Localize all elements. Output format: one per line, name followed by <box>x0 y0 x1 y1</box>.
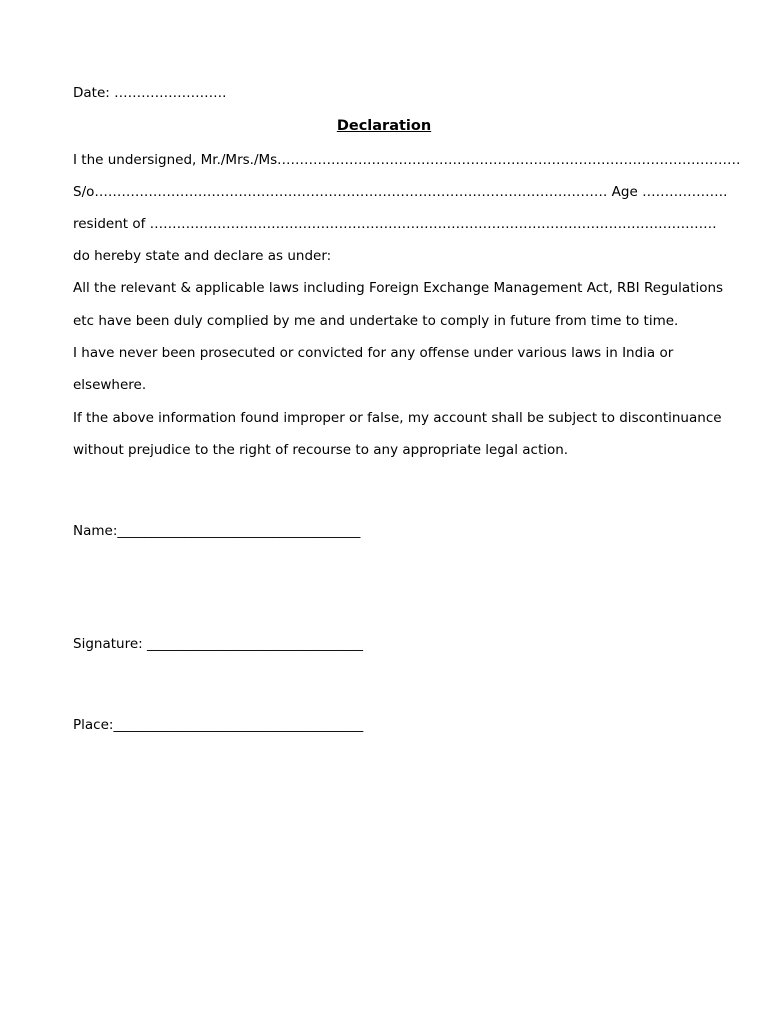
paragraph-2-line-1: I have never been prosecuted or convicted for any offense under various laws in India or <box>73 345 674 361</box>
date-line: Date: ……………………. <box>73 85 227 101</box>
undersigned-line: I the undersigned, Mr./Mrs./Ms.………………………………………………………………………………………… <box>73 152 741 168</box>
page-title: Declaration <box>336 118 432 134</box>
signature-field: Signature: ________________________________ <box>73 636 363 652</box>
son-of-age-line: S/o…………………………………………………………………………………………………… Age ………………. <box>73 184 728 200</box>
paragraph-1-line-2: etc have been duly complied by me and undertake to comply in future from time to time. <box>73 313 679 329</box>
place-field: Place:_____________________________________ <box>73 717 364 733</box>
paragraph-1-line-1: All the relevant & applicable laws including Foreign Exchange Management Act, RBI Regulations <box>73 280 724 296</box>
intro-line: do hereby state and declare as under: <box>73 248 332 264</box>
name-field: Name:____________________________________ <box>73 523 361 539</box>
paragraph-2-line-2: elsewhere. <box>73 377 147 393</box>
paragraph-3-line-1: If the above information found improper or false, my account shall be subject to discontinuance <box>73 410 722 426</box>
resident-line: resident of ……………………………………………………………………………………………………………… <box>73 216 717 232</box>
paragraph-3-line-2: without prejudice to the right of recourse to any appropriate legal action. <box>73 442 569 458</box>
